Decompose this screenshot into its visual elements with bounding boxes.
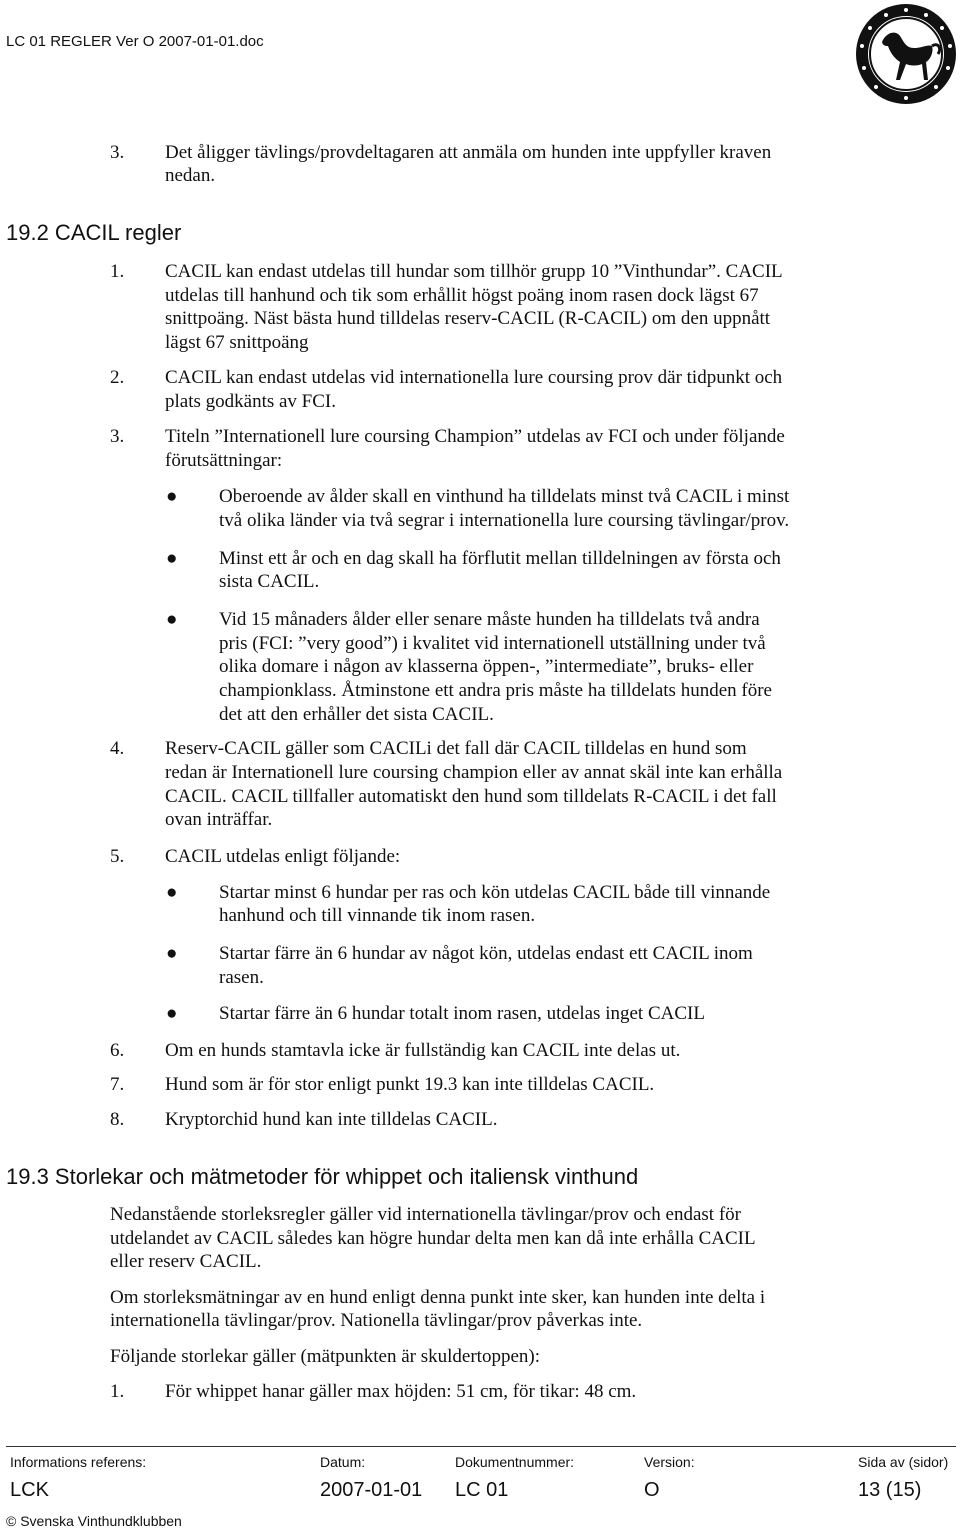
list-item-line: lägst 67 snittpoäng [165, 332, 309, 353]
list-item-line: Kryptorchid hund kan inte tilldelas CACIL. [165, 1109, 498, 1130]
list-item-line: plats godkänts av FCI. [165, 391, 336, 412]
list-item-number: 7. [110, 1074, 125, 1095]
list-item-number: 5. [110, 846, 125, 867]
bullet-icon: ● [166, 548, 178, 569]
paragraph-line: Följande storlekar gäller (mätpunkten är skuldertoppen): [110, 1346, 541, 1367]
bullet-line: två olika länder via två segrar i internationella lure coursing tävlingar/prov. [219, 510, 790, 531]
footer-label-version: Version: [644, 1454, 695, 1470]
bullet-line: Vid 15 månaders ålder eller senare måste hunden ha tilldelats två andra [219, 609, 760, 630]
footer-copyright: © Svenska Vinthundklubben [6, 1513, 182, 1529]
bullet-icon: ● [166, 609, 178, 630]
bullet-line: hanhund och till vinnande tik inom rasen. [219, 905, 536, 926]
paragraph-line: Nedanstående storleksregler gäller vid internationella tävlingar/prov och endast för [110, 1204, 741, 1225]
list-item-line: CACIL kan endast utdelas till hundar som tillhör grupp 10 ”Vinthundar”. CACIL [165, 261, 783, 282]
footer-value-reference: LCK [10, 1479, 49, 1501]
bullet-icon: ● [166, 486, 178, 507]
paragraph-line: eller reserv CACIL. [110, 1251, 262, 1272]
footer-divider [6, 1446, 956, 1447]
bullet-line: rasen. [219, 967, 264, 988]
bullet-line: Startar minst 6 hundar per ras och kön utdelas CACIL både till vinnande [219, 882, 771, 903]
list-item-line: För whippet hanar gäller max höjden: 51 cm, för tikar: 48 cm. [165, 1381, 637, 1402]
bullet-line: Startar färre än 6 hundar totalt inom rasen, utdelas inget CACIL [219, 1003, 705, 1024]
list-item-line: CACIL. CACIL tillfaller automatiskt den hund som tilldelats R-CACIL i det fall [165, 786, 777, 807]
bullet-line: Minst ett år och en dag skall ha förflutit mellan tilldelningen av första och [219, 548, 781, 569]
section-19-2-heading: 19.2 CACIL regler [6, 220, 182, 245]
list-item-number: 4. [110, 738, 125, 759]
footer-label-docnumber: Dokumentnummer: [455, 1454, 575, 1470]
footer-label-reference: Informations referens: [10, 1454, 147, 1470]
footer-value-page: 13 (15) [858, 1479, 922, 1501]
bullet-line: pris (FCI: ”very good”) i kvalitet vid internationell utställning under två [219, 633, 766, 654]
bullet-icon: ● [166, 882, 178, 903]
bullet-line: sista CACIL. [219, 571, 320, 592]
bullet-icon: ● [166, 1003, 178, 1024]
list-item-number: 3. [110, 426, 125, 447]
footer-label-page: Sida av (sidor) [858, 1454, 949, 1470]
list-item-number: 1. [110, 1381, 125, 1402]
bullet-line: Oberoende av ålder skall en vinthund ha tilldelats minst två CACIL i minst [219, 486, 790, 507]
list-item-number: 8. [110, 1109, 125, 1130]
list-item-number: 6. [110, 1040, 125, 1061]
list-item-line: Reserv-CACIL gäller som CACILi det fall där CACIL tilldelas en hund som [165, 738, 747, 759]
bullet-icon: ● [166, 943, 178, 964]
list-item-line: Titeln ”Internationell lure coursing Champion” utdelas av FCI och under följande [165, 426, 785, 447]
bullet-line: olika domare i någon av klasserna öppen-, ”intermediate”, bruks- eller [219, 656, 754, 677]
intro-item-number: 3. [110, 142, 125, 163]
list-item-line: CACIL kan endast utdelas vid internationella lure coursing prov där tidpunkt och [165, 367, 783, 388]
list-item-line: utdelas till hanhund och tik som erhållit högst poäng inom rasen dock lägst 67 [165, 285, 759, 306]
paragraph-line: internationella tävlingar/prov. Nationella tävlingar/prov påverkas inte. [110, 1310, 643, 1331]
bullet-line: championklass. Åtminstone ett andra pris måste ha tilldelats hunden före [219, 680, 772, 701]
bullet-line: det att den erhåller det sista CACIL. [219, 704, 494, 725]
intro-item-line: nedan. [165, 165, 216, 186]
intro-item-line: Det åligger tävlings/provdeltagaren att anmäla om hunden inte uppfyller kraven [165, 142, 772, 163]
bullet-line: Startar färre än 6 hundar av något kön, utdelas endast ett CACIL inom [219, 943, 753, 964]
footer-label-date: Datum: [320, 1454, 366, 1470]
footer-value-date: 2007-01-01 [320, 1479, 423, 1501]
list-item-number: 2. [110, 367, 125, 388]
list-item-number: 1. [110, 261, 125, 282]
list-item-line: förutsättningar: [165, 450, 283, 471]
footer-value-version: O [644, 1479, 660, 1501]
paragraph-line: utdelandet av CACIL således kan högre hundar delta men kan då inte erhålla CACIL [110, 1228, 756, 1249]
list-item-line: Om en hunds stamtavla icke är fullständig kan CACIL inte delas ut. [165, 1040, 681, 1061]
section-19-3-heading: 19.3 Storlekar och mätmetoder för whippet och italiensk vinthund [6, 1164, 639, 1189]
list-item-line: ovan inträffar. [165, 809, 273, 830]
document-filename: LC 01 REGLER Ver O 2007-01-01.doc [6, 33, 264, 50]
list-item-line: CACIL utdelas enligt följande: [165, 846, 401, 867]
list-item-line: Hund som är för stor enligt punkt 19.3 kan inte tilldelas CACIL. [165, 1074, 655, 1095]
paragraph-line: Om storleksmätningar av en hund enligt denna punkt inte sker, kan hunden inte delta i [110, 1287, 766, 1308]
list-item-line: snittpoäng. Näst bästa hund tilldelas reserv-CACIL (R-CACIL) om den uppnått [165, 308, 771, 329]
footer-value-docnumber: LC 01 [455, 1479, 509, 1501]
club-logo-icon [848, 2, 960, 110]
list-item-line: redan är Internationell lure coursing champion eller av annat skäl inte kan erhålla [165, 762, 783, 783]
